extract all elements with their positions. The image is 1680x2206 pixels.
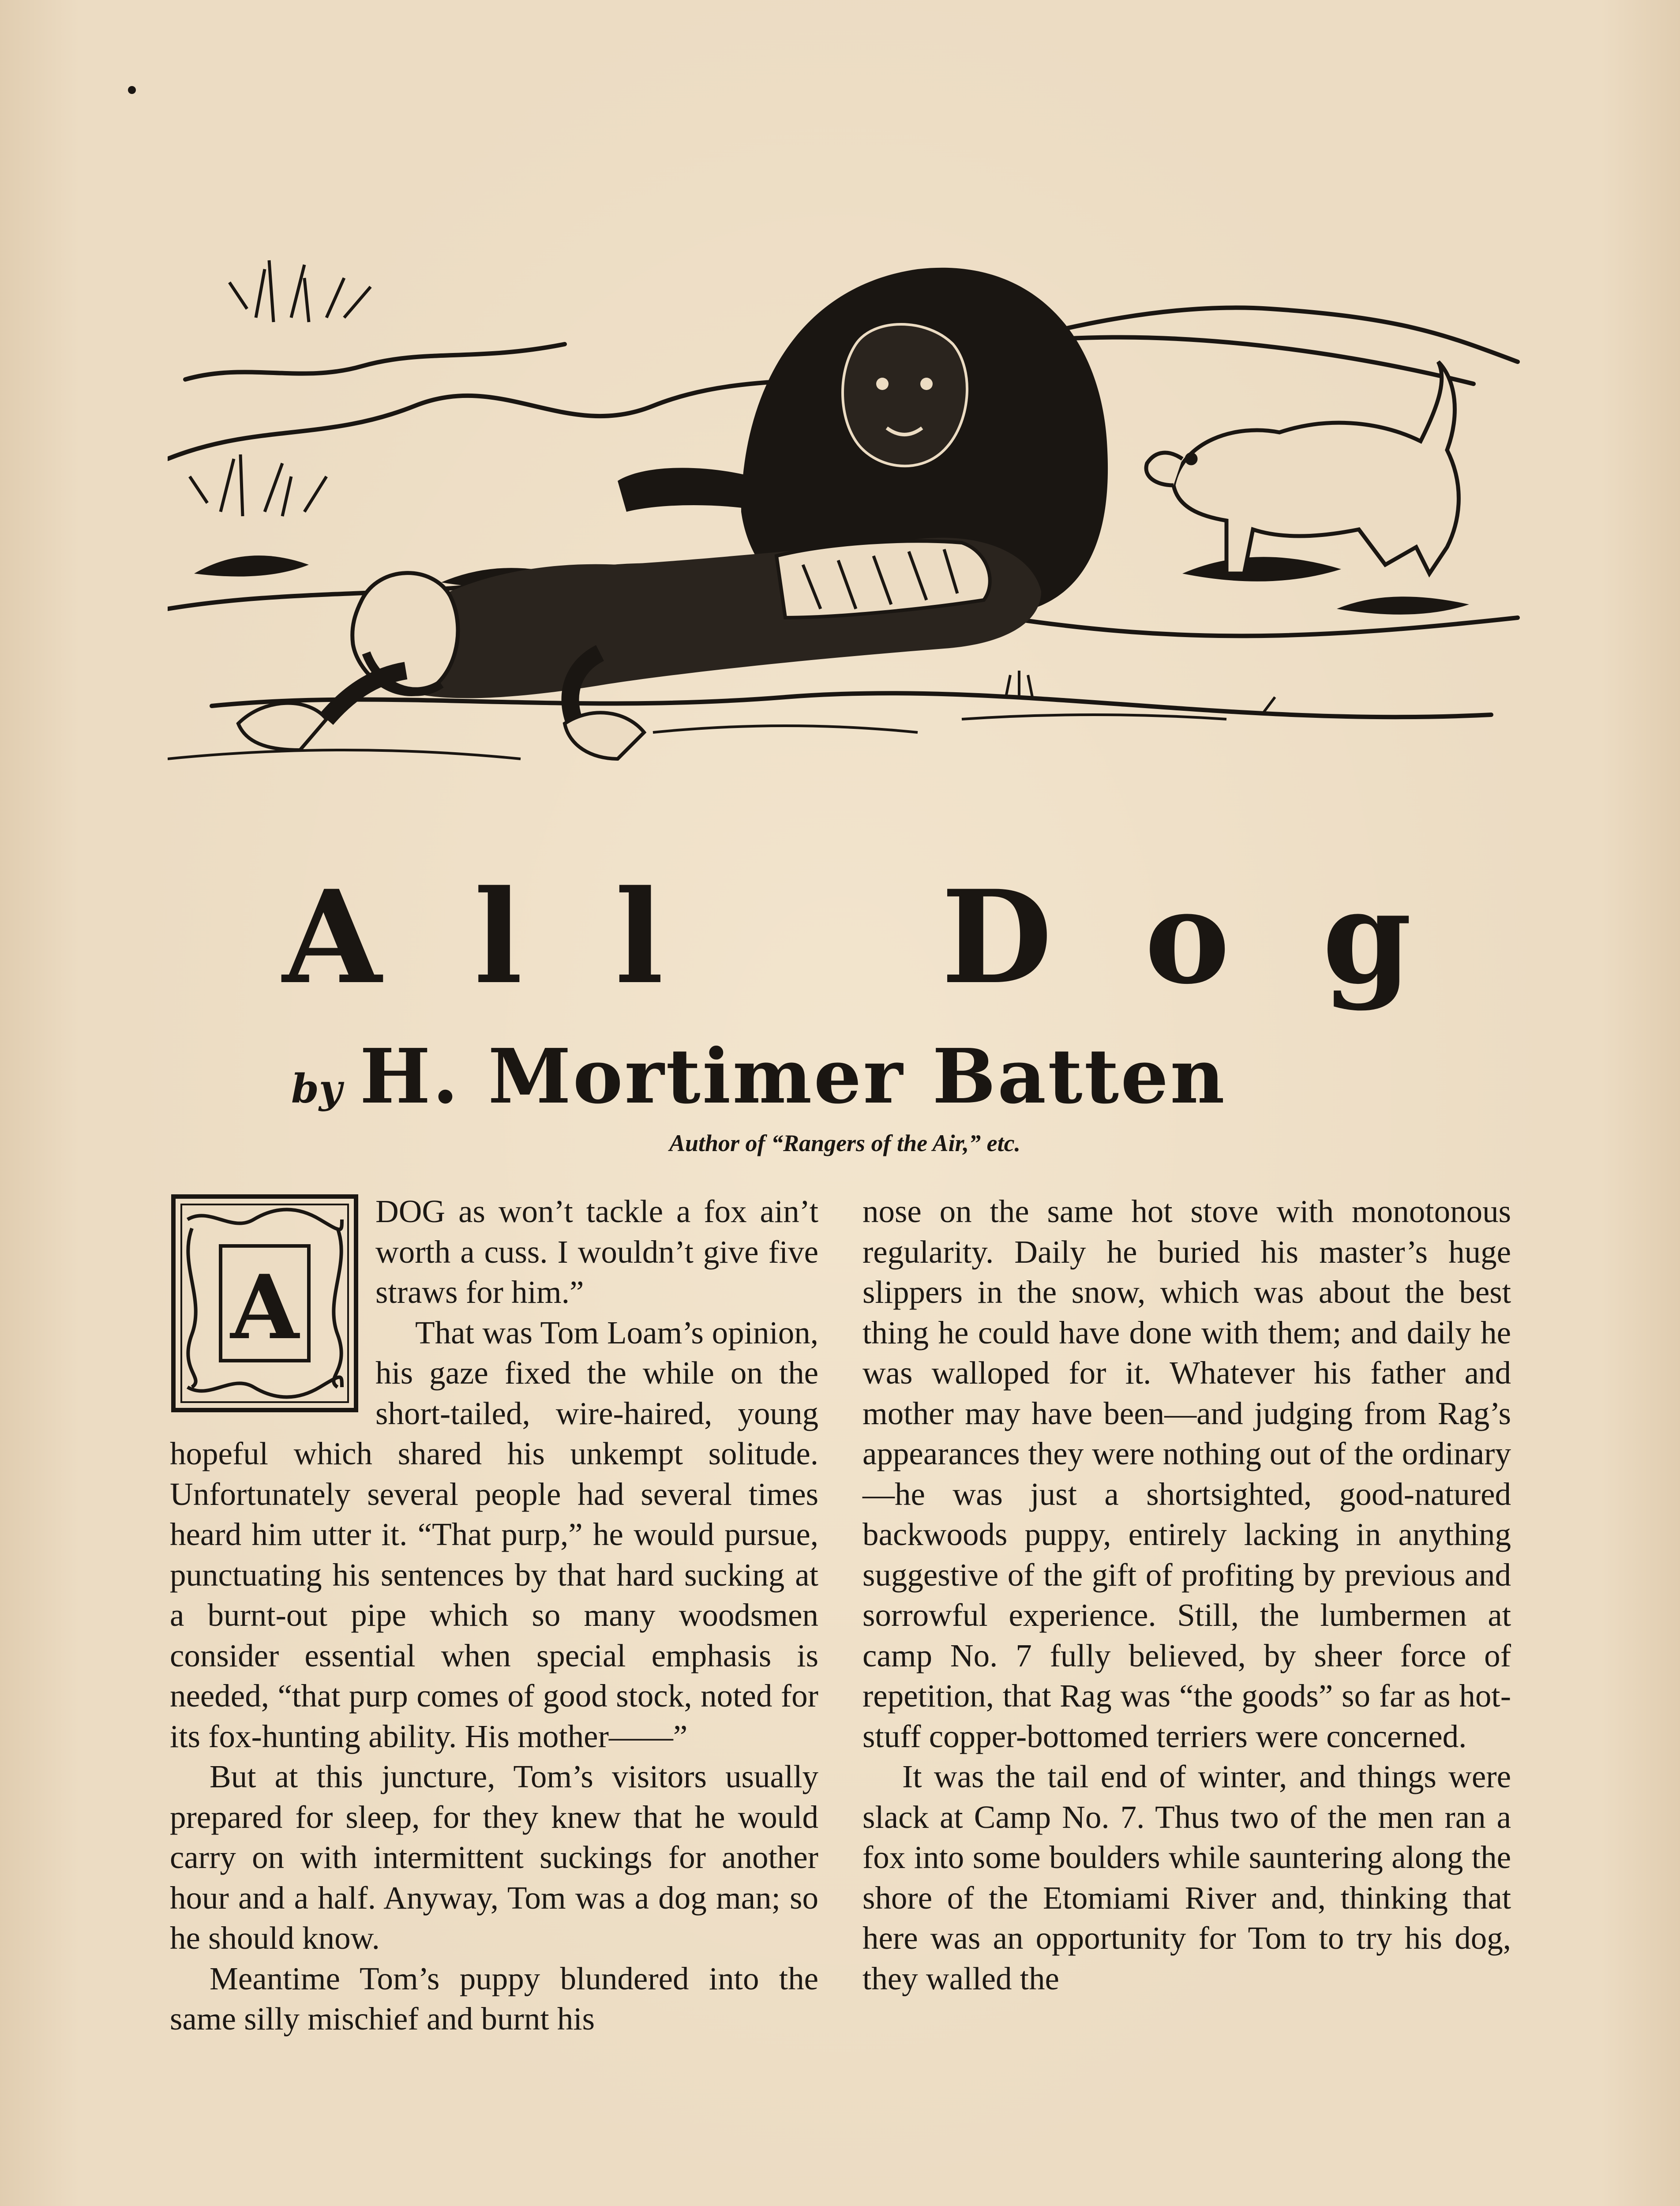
text-column-right	[862, 1191, 1511, 1999]
bear-head	[843, 324, 967, 466]
drop-cap	[170, 1193, 360, 1414]
story-illustration	[168, 176, 1526, 882]
title-letter: l	[474, 863, 523, 1013]
man-hand-right	[565, 713, 644, 759]
fallen-man	[238, 538, 1041, 759]
title-letter: l	[615, 863, 664, 1013]
story-title	[282, 863, 1412, 1013]
paragraph: Meantime Tom’s puppy blundered into the same silly mischief and burnt his	[170, 1960, 818, 2037]
title-letter: g	[1322, 863, 1412, 1013]
terrier	[1146, 362, 1459, 574]
paragraph: It was the tail end of winter, and things were slack at Camp No. 7. Thus two of the men ran a fox into some boulders while sauntering along the shore of the Etomiami River and, thinking that here was an opportunity for Tom to try his dog, they walled the	[862, 1759, 1511, 1996]
drop-cap-letter: A	[230, 1256, 299, 1360]
man-hand-left	[238, 703, 326, 750]
byline	[291, 1032, 1394, 1121]
title-letter: A	[282, 863, 382, 1013]
title-letter: o	[1144, 863, 1230, 1013]
shrub-left	[190, 260, 371, 516]
paragraph: But at this juncture, Tom’s visitors usually prepared for sleep, for they knew that he would carry on with intermittent suckings for another hour and a half. Anyway, Tom was a dog man; so he should know.	[170, 1759, 818, 1956]
title-letter: D	[941, 863, 1052, 1013]
author-credit: Author of “Rangers of the Air,” etc.	[669, 1130, 1021, 1156]
text-column-left	[170, 1191, 818, 2039]
paragraph: nose on the same hot stove with monotonous regularity. Daily he buried his master’s huge slippers in the snow, which was about the best thing he could have done with them; and daily he was walloped for it. Whatever his father and mother may have been—and judging from Rag’s appearances they were nothing out of the ordinary—he was just a shortsighted, good-natured backwoods puppy, entirely lacking in anything suggestive of the gift of profiting by previous and sorrowful experience. Still, the lumbermen at camp No. 7 fully believed, by sheer force of repetition, that Rag was “the goods” so far as hot-stuff copper-bottomed terriers were concerned.	[862, 1193, 1511, 1754]
author-name: H. Mortimer Batten	[360, 1032, 1226, 1121]
byline-by: by	[291, 1065, 342, 1112]
ink-speck	[128, 86, 136, 94]
paragraph: That was Tom Loam’s opinion, his gaze fixed the while on the short-tailed, wire-haired, young hopeful which shared his unkempt solitude. Unfortunately several people had several times heard him utter it. “That purp,” he would pursue, punctuating his sentences by that hard sucking at a burnt-out pipe which so many woodsmen consider essential when special emphasis is needed, “that purp comes of good stock, noted for its fox-hunting ability. His mother——”	[170, 1314, 818, 1754]
paragraph: DOG as won’t tackle a fox ain’t worth a cuss. I wouldn’t give five straws for him.”	[375, 1193, 818, 1310]
